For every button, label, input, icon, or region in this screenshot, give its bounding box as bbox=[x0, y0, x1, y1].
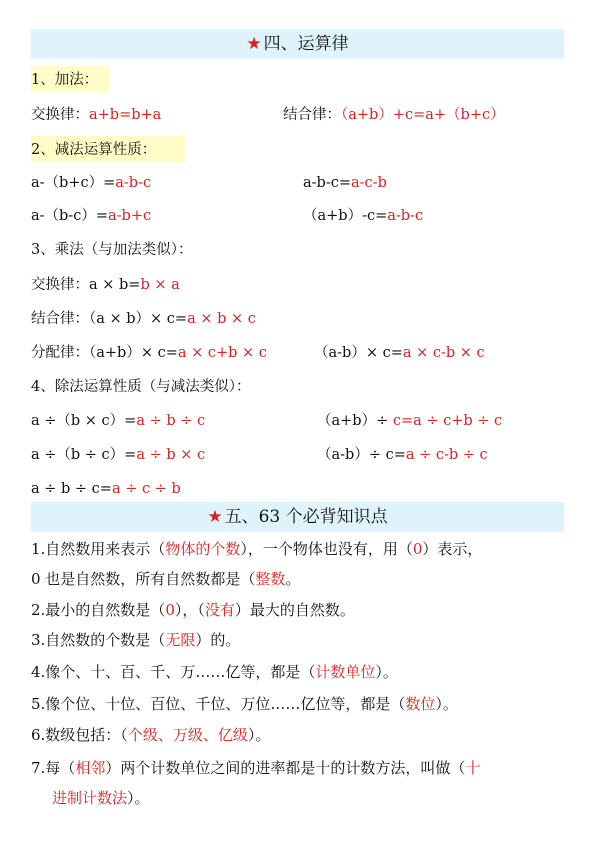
multiplication-associative: 结合律：（a × b）× c=a × b × c bbox=[31, 311, 256, 327]
knowledge-item-6: 6.数级包括：（个级、万级、亿级）。 bbox=[31, 726, 271, 744]
division-rule-2: （a+b）÷ c=a ÷ c+b ÷ c bbox=[317, 413, 503, 429]
addition-associative: 结合律：（a+b）+c=a+（b+c） bbox=[283, 107, 505, 123]
section-5-header bbox=[31, 502, 564, 532]
knowledge-item-3: 3.自然数的个数是（无限）的。 bbox=[31, 631, 241, 649]
addition-commutative: 交换律：a+b=b+a bbox=[31, 107, 162, 123]
section-4-header bbox=[31, 29, 564, 59]
knowledge-item-1: 1.自然数用来表示（物体的个数），一个物体也没有，用（0）表示， bbox=[31, 540, 483, 558]
knowledge-item-5: 5.像个位、十位、百位、千位、万位……亿位等，都是（数位）。 bbox=[31, 695, 458, 713]
division-rule-3: a ÷（b ÷ c）=a ÷ b × c bbox=[31, 447, 206, 463]
multiplication-distributive-2: （a-b）× c=a × c-b × c bbox=[314, 345, 485, 361]
subtraction-rule-3: a-（b-c）=a-b+c bbox=[31, 208, 152, 224]
knowledge-item-7: 7.每（相邻）两个计数单位之间的进率都是十的计数方法，叫做（十 bbox=[31, 759, 481, 777]
heading-addition: 1、加法： bbox=[31, 72, 99, 88]
knowledge-item-7-cont: 进制计数法）。 bbox=[52, 789, 150, 807]
multiplication-distributive: 分配律：（a+b）× c=a × c+b × c bbox=[31, 345, 267, 361]
subtraction-rule-2: a-b-c=a-c-b bbox=[303, 175, 387, 191]
multiplication-commutative: 交换律：a × b=b × a bbox=[31, 277, 180, 293]
subtraction-rule-4: （a+b）-c=a-b-c bbox=[303, 208, 424, 224]
knowledge-item-4: 4.像个、十、百、千、万……亿等，都是（计数单位）。 bbox=[31, 663, 398, 681]
section-5-title: 五、63 个必背知识点 bbox=[224, 507, 388, 527]
division-rule-4: （a-b）÷ c=a ÷ c-b ÷ c bbox=[317, 447, 488, 463]
star-icon: ★ bbox=[246, 34, 262, 54]
division-rule-1: a ÷（b × c）=a ÷ b ÷ c bbox=[31, 413, 206, 429]
heading-multiplication: 3、乘法（与加法类似）： bbox=[31, 242, 193, 258]
heading-division: 4、除法运算性质（与减法类似）： bbox=[31, 379, 251, 395]
knowledge-item-1-cont: 0 也是自然数，所有自然数都是（整数。 bbox=[31, 570, 301, 588]
subtraction-rule-1: a-（b+c）=a-b-c bbox=[31, 175, 152, 191]
section-4-title: 四、运算律 bbox=[263, 34, 349, 54]
star-icon: ★ bbox=[207, 507, 223, 527]
knowledge-item-2: 2.最小的自然数是（0），（没有）最大的自然数。 bbox=[31, 601, 355, 619]
division-rule-5: a ÷ b ÷ c=a ÷ c ÷ b bbox=[31, 481, 181, 497]
heading-subtraction: 2、减法运算性质： bbox=[31, 142, 157, 158]
